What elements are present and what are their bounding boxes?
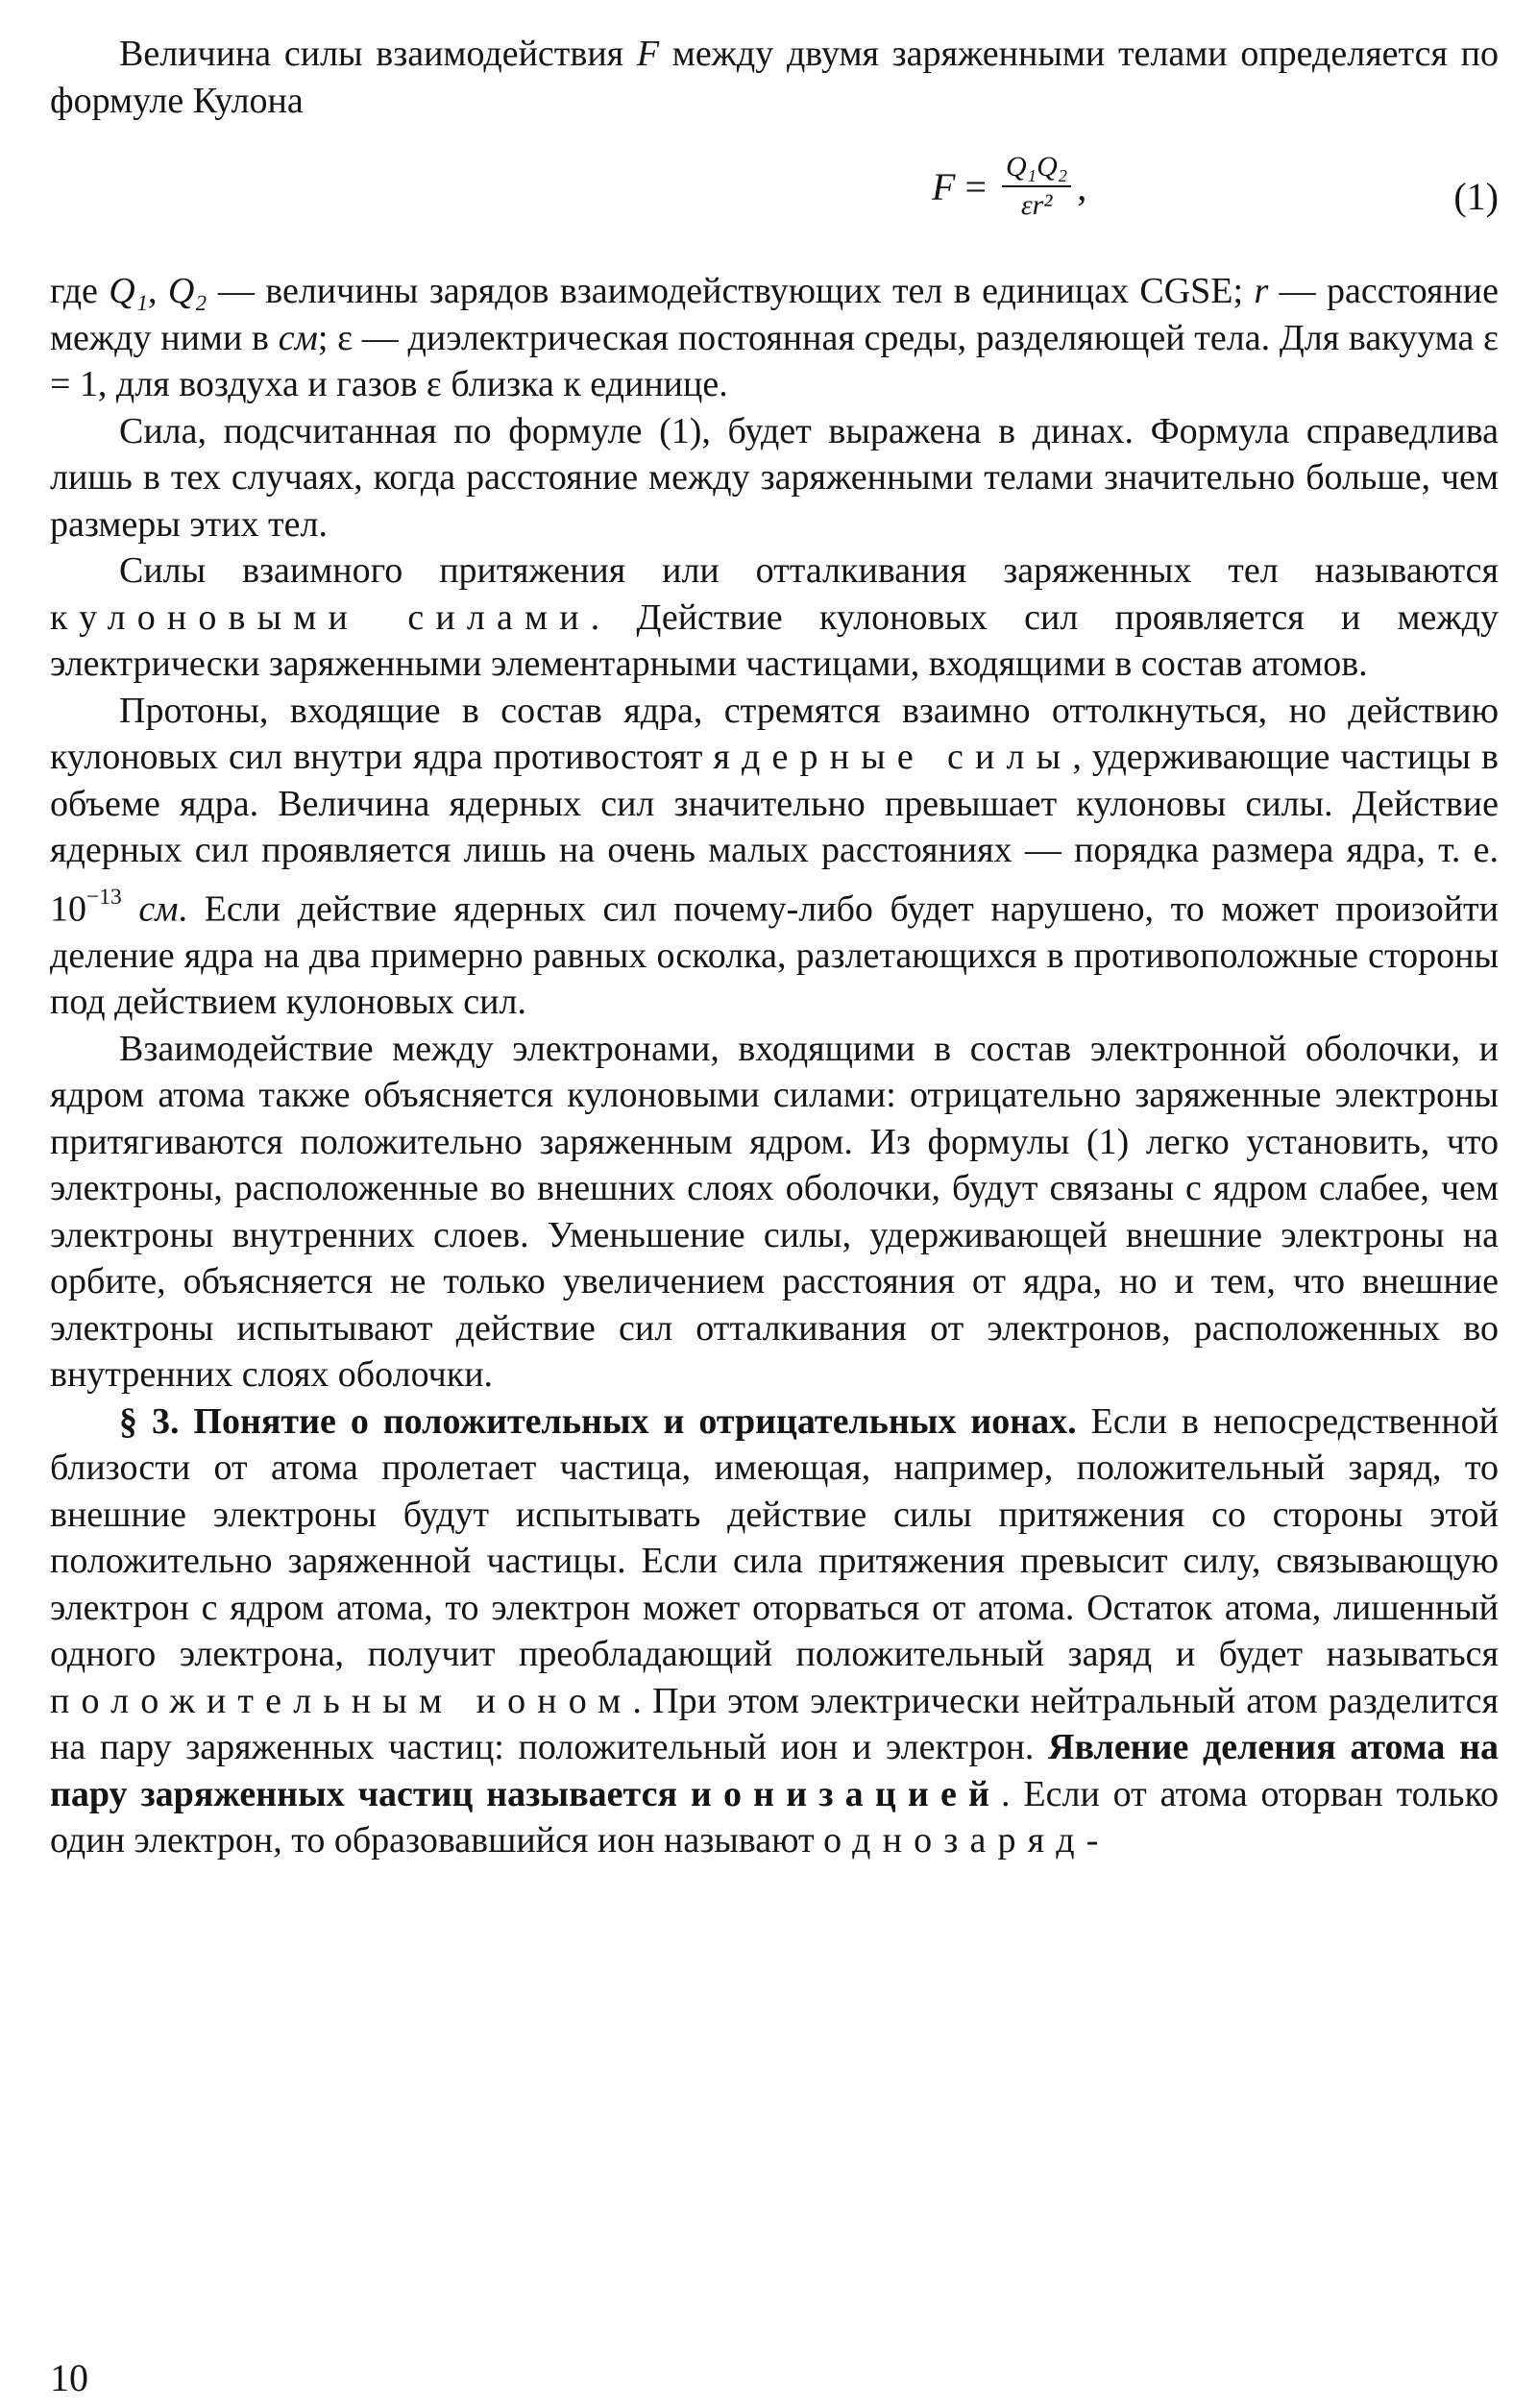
term-coulomb-forces: кулоновыми силами: [50, 596, 591, 638]
term-nuclear-forces: ядерные силы: [713, 737, 1073, 777]
formula-comma: ,: [1077, 164, 1087, 208]
coulomb-formula: [932, 151, 1086, 222]
formula-fraction: [1002, 151, 1071, 222]
symbol-f: F: [636, 34, 660, 74]
formula-lhs: F: [932, 164, 956, 208]
formula-denominator: εr²: [1020, 189, 1053, 221]
paragraph-nuclear-forces: Протоны, входящие в состав ядра, стремятся взаимно оттолкнуться, но действию кулоновых сил внутри ядра противостоят ядерные силы, удерживающие частицы в объеме ядра. Величина ядерных сил значительно превышает кулоновы силы. Действие ядерных сил проявляется лишь на очень малых расстояниях — порядка размера ядра, т. е. $10^{-13}$ см. Если действие ядерных сил почему-либо будет нарушено, то может произойти деление ядра на два примерно равных осколка, разлетающихся в противоположные стороны под действием кулоновых сил.: [50, 690, 1500, 1023]
formula-numerator: Q₁Q₂: [1002, 151, 1071, 187]
formula-equals: =: [955, 164, 996, 208]
paragraph-ions: § 3. Понятие о положительных и отрицательных ионах. Если в непосредственной близости от атома пролетает частица, имеющая, например, положительный заряд, то внешние электроны будут испытывать действие силы притяжения со стороны этой положительно заряженной частицы. Если сила притяжения превысит силу, связывающую электрон с ядром атома, то электрон может оторваться от атома. Остаток атома, лишенный одного электрона, получит преобладающий положительный заряд и будет называться положительным ионом. При этом электрически нейтральный атом разделится на пару заряженных частиц: положительный ион и электрон. Явление деления атома на пару заряженных частиц называется ионизацией. Если от атома оторван только один электрон, то образовавшийся ион называют однозаряд-: [50, 1400, 1500, 1861]
term-positive-ion: положительным ионом: [50, 1680, 633, 1721]
page-text: [50, 31, 1499, 1864]
exponent: −13: [86, 884, 122, 910]
paragraph-electron-shells: Взаимодействие между электронами, входящими в состав электронной оболочки, и ядром атома также объясняется кулоновыми силами: отрицательно заряженные электроны притягиваются положительно заряженным ядром. Из формулы (1) легко установить, что электроны, расположенные во внешних слоях оболочки, будут связаны с ядром слабее, чем электроны внутренних слоев. Уменьшение силы, удерживающей внешние электроны на орбите, объясняется не только увеличением расстояния от ядра, но и тем, что внешние электроны испытывают действие сил отталкивания от электронов, расположенных во внутренних слоях оболочки.: [50, 1028, 1499, 1396]
term-single-charged: однозаряд-: [823, 1820, 1110, 1861]
paragraph-coulomb-intro: Величина силы взаимодействия F между двумя заряженными телами определяется по формуле Кулона: [50, 34, 1499, 121]
paragraph-formula-explanation: где Q₁, Q₂ — величины зарядов взаимодействующих тел в единицах CGSE; r — расстояние между ними в см; ε — диэлектрическая постоянная среды, разделяющей тела. Для вакуума ε = 1, для воздуха и газов ε близка к единице.: [50, 271, 1500, 404]
paragraph-coulomb-forces: Силы взаимного притяжения или отталкивания заряженных тел называются кулоновыми силами. Действие кулоновых сил проявляется и между электрически заряженными элементарными частицами, входящими в состав атомов.: [50, 550, 1499, 684]
bold-definition: Явление деления атома на пару заряженных частиц называется: [50, 1727, 1500, 1814]
section-heading: § 3. Понятие о положительных и отрицательных ионах.: [119, 1400, 1077, 1442]
equation-number: (1): [1453, 175, 1499, 218]
page-number: 10: [50, 2356, 88, 2399]
paragraph-dynes: Сила, подсчитанная по формуле (1), будет выражена в динах. Формула справедлива лишь в тех случаях, когда расстояние между заряженными телами значительно больше, чем размеры этих тел.: [50, 410, 1499, 545]
coulomb-formula-row: [50, 124, 1499, 268]
term-ionization: ионизацией: [690, 1773, 1002, 1814]
